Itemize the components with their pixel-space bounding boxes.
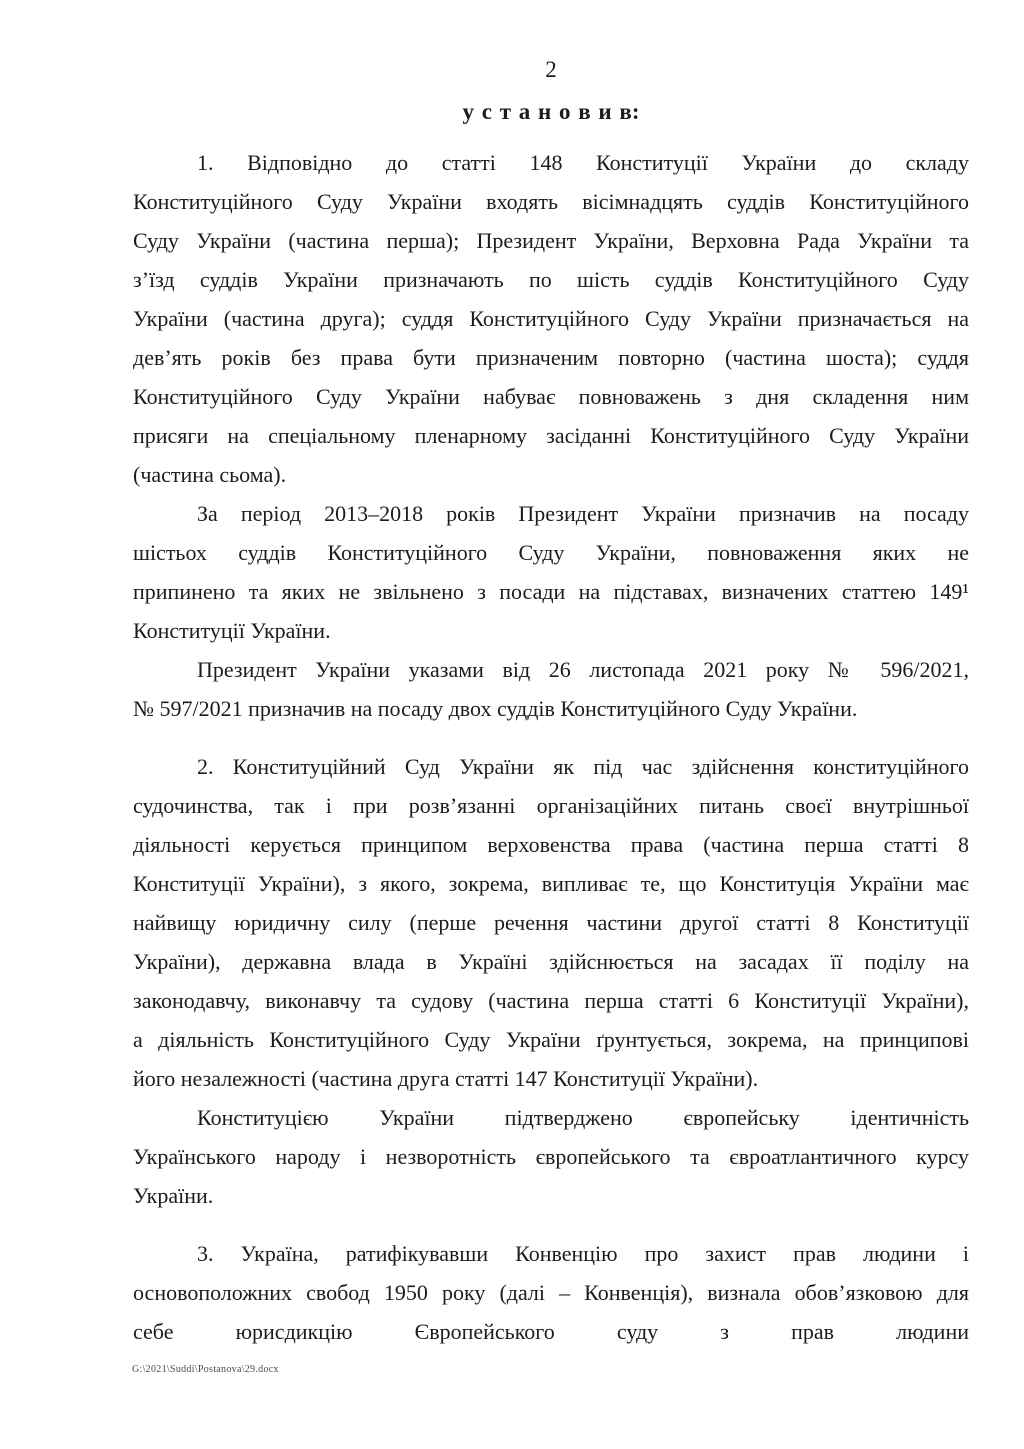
text-line: 3. Україна, ратифікувавши Конвенцію про захист прав людини і [197,1241,969,1266]
text-line: Президент України указами від 26 листопада 2021 року № 596/2021, [197,657,969,682]
text-line: Українського народу і незворотність європейського та євроатлантичного курсу [133,1144,969,1169]
text-line: Конституційного Суду України входять вісімнадцять суддів Конституційного [133,189,969,214]
paragraph [133,1098,969,1215]
text-line: судочинства, так і при розв’язанні організаційних питань своєї внутрішньої [133,793,969,818]
paragraph [133,494,969,650]
text-line: законодавчу, виконавчу та судову (частина перша статті 6 Конституції України), [133,988,969,1013]
text-line: Суду України (частина перша); Президент України, Верховна Рада України та [133,228,969,253]
page-number: 2 [545,57,557,82]
text-line: себе юрисдикцію Європейського суду з прав людини [133,1319,969,1344]
paragraph [133,650,969,728]
text-line: Конституції України), з якого, зокрема, випливає те, що Конституція України має [133,871,969,896]
text-line: з’їзд суддів України призначають по шість суддів Конституційного Суду [133,267,969,292]
paragraphs-container [133,143,969,1351]
text-line: Конституцією України підтверджено європейську ідентичність [197,1105,969,1130]
text-line: найвищу юридичну силу (перше речення частини другої статті 8 Конституції [133,910,969,935]
text-line: Конституційного Суду України набуває повноважень з дня складення ним [133,384,969,409]
text-line: (частина сьома). [133,462,287,487]
paragraph [133,1234,969,1351]
text-line: № 597/2021 призначив на посаду двох суддів Конституційного Суду України. [133,696,858,721]
text-line: України (частина друга); суддя Конституційного Суду України призначається на [133,306,969,331]
text-line: України. [133,1183,214,1208]
text-line: дев’ять років без права бути призначеним повторно (частина шоста); суддя [133,345,969,370]
text-line: України), державна влада в Україні здійснюється на засадах її поділу на [133,949,969,974]
text-line: 2. Конституційний Суд України як під час здійснення конституційного [197,754,969,779]
text-line: а діяльність Конституційного Суду України ґрунтується, зокрема, на принципові [133,1027,969,1052]
paragraph [133,747,969,1098]
text-line: 1. Відповідно до статті 148 Конституції України до складу [197,150,969,175]
text-line: його незалежності (частина друга статті 147 Конституції України). [133,1066,759,1091]
text-line: основоположних свобод 1950 року (далі – Конвенція), визнала обов’язковою для [133,1280,969,1305]
text-line: присяги на спеціальному пленарному засіданні Конституційного Суду України [133,423,969,448]
text-line: Конституції України. [133,618,331,643]
text-line: діяльності керується принципом верховенства права (частина перша статті 8 [133,832,969,857]
text-line: припинено та яких не звільнено з посади на підставах, визначених статтею 149¹ [133,579,969,604]
text-line: За період 2013–2018 років Президент України призначив на посаду [197,501,969,526]
resolution-heading: у с т а н о в и в: [462,99,640,124]
paragraph [133,143,969,494]
text-line: шістьох суддів Конституційного Суду України, повноваження яких не [133,540,969,565]
footer-file-path: G:\2021\Suddi\Postanova\29.docx [132,1364,279,1375]
